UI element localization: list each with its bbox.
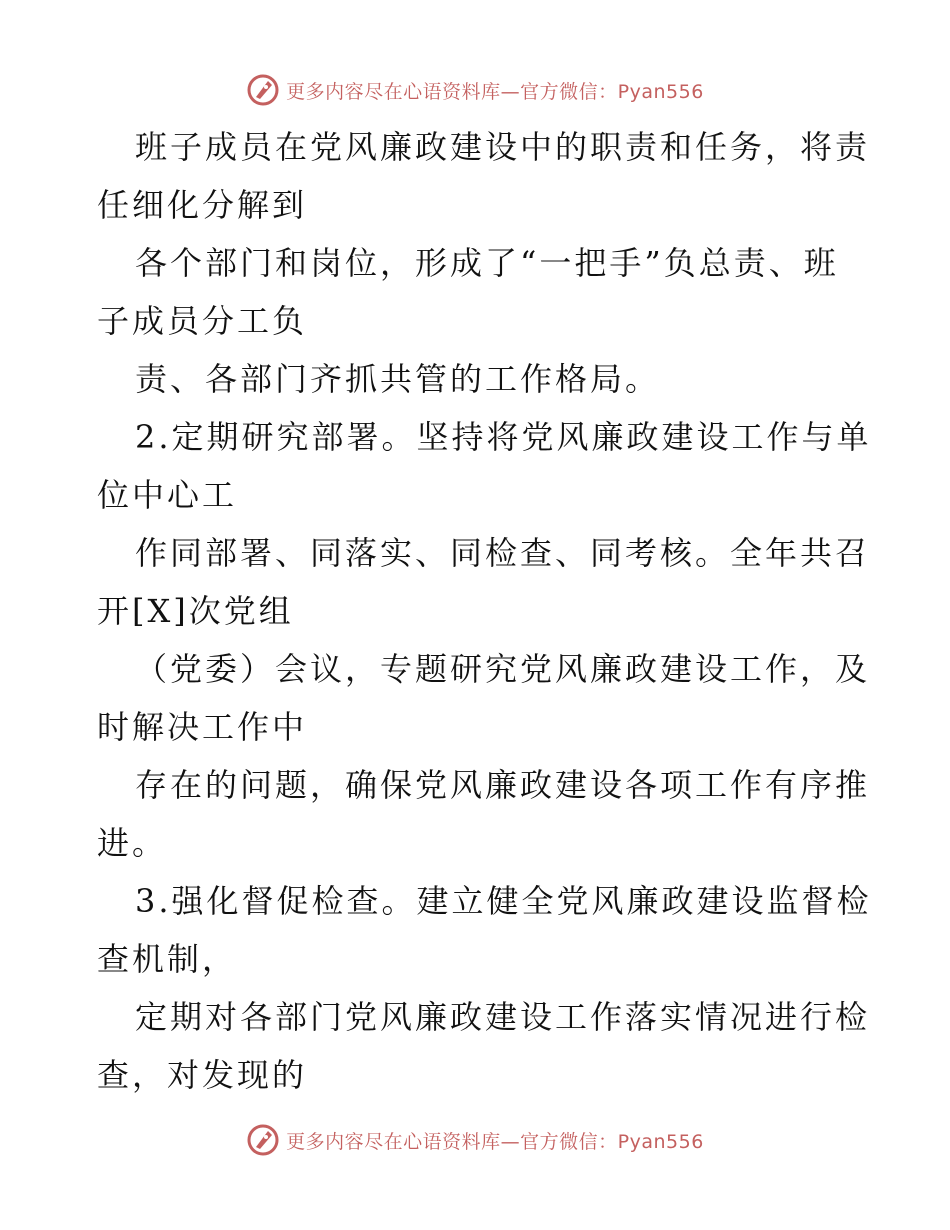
paragraph-line: 位中心工 <box>97 476 238 514</box>
footer-watermark <box>0 1120 950 1160</box>
pen-nib-logo-icon <box>246 73 280 107</box>
paragraph-line: 定期对各部门党风廉政建设工作落实情况进行检 <box>135 998 871 1036</box>
pen-nib-logo-icon <box>246 1123 280 1157</box>
paragraph-line: 查，对发现的 <box>97 1056 308 1094</box>
paragraph-line: 作同部署、同落实、同检查、同考核。全年共召 <box>135 534 871 572</box>
paragraph-line: 任细化分解到 <box>97 186 308 224</box>
paragraph-line: 查机制， <box>97 940 238 978</box>
document-body <box>97 118 872 1104</box>
paragraph-line: 时解决工作中 <box>97 708 308 746</box>
paragraph-line: 责、各部门齐抓共管的工作格局。 <box>135 360 661 398</box>
paragraph-line: 存在的问题，确保党风廉政建设各项工作有序推 <box>135 766 871 804</box>
header-watermark <box>0 70 950 110</box>
paragraph-line: 2.定期研究部署。坚持将党风廉政建设工作与单 <box>135 418 872 456</box>
paragraph-line: 3.强化督促检查。建立健全党风廉政建设监督检 <box>135 882 872 920</box>
paragraph-line: （党委）会议，专题研究党风廉政建设工作，及 <box>135 650 871 688</box>
watermark-text: 更多内容尽在心语资料库—官方微信：Pyan556 <box>286 1130 704 1153</box>
watermark-text: 更多内容尽在心语资料库—官方微信：Pyan556 <box>286 80 704 103</box>
paragraph-line: 开[X]次党组 <box>97 592 294 630</box>
paragraph-line: 子成员分工负 <box>97 302 308 340</box>
paragraph-line: 各个部门和岗位，形成了“一把手”负总责、班 <box>135 244 839 282</box>
paragraph-line: 进。 <box>97 824 168 862</box>
paragraph-line: 班子成员在党风廉政建设中的职责和任务，将责 <box>135 128 871 166</box>
